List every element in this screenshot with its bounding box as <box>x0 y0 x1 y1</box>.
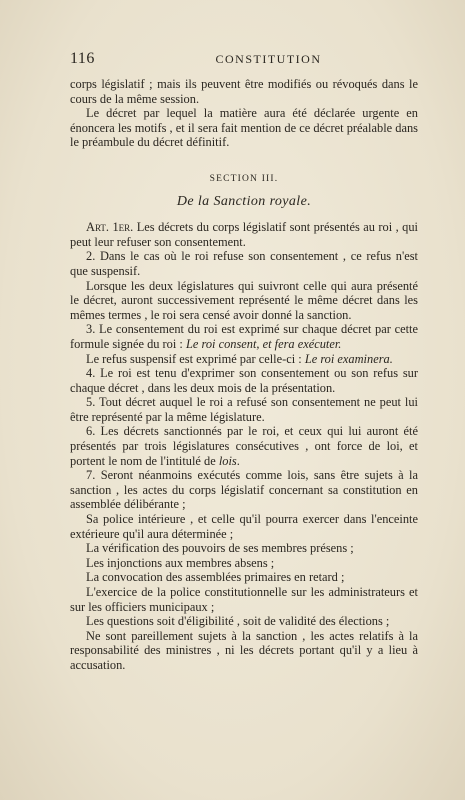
list-item: La convocation des assemblées primaires en retard ; <box>86 570 345 585</box>
paragraph-urgence: Le décret par lequel la matière aura été déclarée urgente en énoncera les motifs , et il sera fait mention de ce décret préalable dans le préambule du décret définitif. <box>70 106 418 150</box>
list-item: Les injonctions aux membres absens ; <box>86 555 275 570</box>
article-1-text: Les décrets du corps législatif sont présentés au roi , qui peut leur refuser son consentement. <box>70 220 418 249</box>
article-3-text: 3. Le consentement du roi est exprimé sur chaque décret par cette formule signée du roi : <box>70 322 418 351</box>
article-1-label: Art. 1er. <box>86 220 134 235</box>
list-item: Les questions soit d'éligibilité , soit de validité des élections ; <box>86 614 390 629</box>
article-3 <box>70 322 418 351</box>
article-3-refus-text: Le refus suspensif est exprimé par celle-ci : <box>86 351 302 366</box>
article-3-refus-formula: Le roi examinera. <box>304 351 393 366</box>
page-number: 116 <box>70 50 95 67</box>
article-6-end: . <box>236 453 240 468</box>
article-1 <box>70 220 418 249</box>
article-5: 5. Tout décret auquel le roi a refusé son consentement ne peut lui être représenté par la même législature. <box>70 395 418 424</box>
article-6-text: 6. Les décrets sanctionnés par le roi, et ceux qui lui auront été présentés par trois législatures consécutives , ont force de loi, et portent le nom de l'intitulé de <box>70 424 418 468</box>
section-title: De la Sanction royale. <box>176 193 312 209</box>
page-header <box>70 50 437 72</box>
article-2: 2. Dans le cas où le roi refuse son consentement , ce refus n'est que suspensif. <box>70 249 418 278</box>
article-6 <box>70 424 418 468</box>
list-item: Sa police intérieure , et celle qu'il pourra exercer dans l'enceinte extérieure qu'il aura déterminée ; <box>70 512 418 541</box>
article-6-word: lois <box>218 453 237 468</box>
article-3-refus <box>70 352 418 367</box>
list-item: La vérification des pouvoirs de ses membres présens ; <box>86 541 354 556</box>
article-4: 4. Le roi est tenu d'exprimer son consentement ou son refus sur chaque décret , dans les deux mois de la présentation. <box>70 366 418 395</box>
page-body <box>70 77 418 673</box>
paragraph-continuation: corps législatif ; mais ils peuvent être modifiés ou révoqués dans le cours de la même session. <box>70 77 418 106</box>
list-item: L'exercice de la police constitutionnelle sur les administrateurs et sur les officiers municipaux ; <box>70 585 418 614</box>
article-2-continuation: Lorsque les deux législatures qui suivront celle qui aura présenté le décret, auront successivement représenté le même décret dans les mêmes termes , le roi sera censé avoir donné la sanction. <box>70 278 418 322</box>
list-item: Ne sont pareillement sujets à la sanction , les actes relatifs à la responsabilité des ministres , ni les décrets portant qu'il y a lieu à accusation. <box>70 628 418 672</box>
section-number: SECTION III. <box>209 173 279 184</box>
article-3-formula: Le roi consent, et fera exécuter. <box>185 336 342 351</box>
article-7: 7. Seront néanmoins exécutés comme lois, sans être sujets à la sanction , les actes du corps législatif concernant sa constitution en assemblée délibérante ; <box>70 468 418 512</box>
running-title: CONSTITUTION <box>215 52 322 66</box>
